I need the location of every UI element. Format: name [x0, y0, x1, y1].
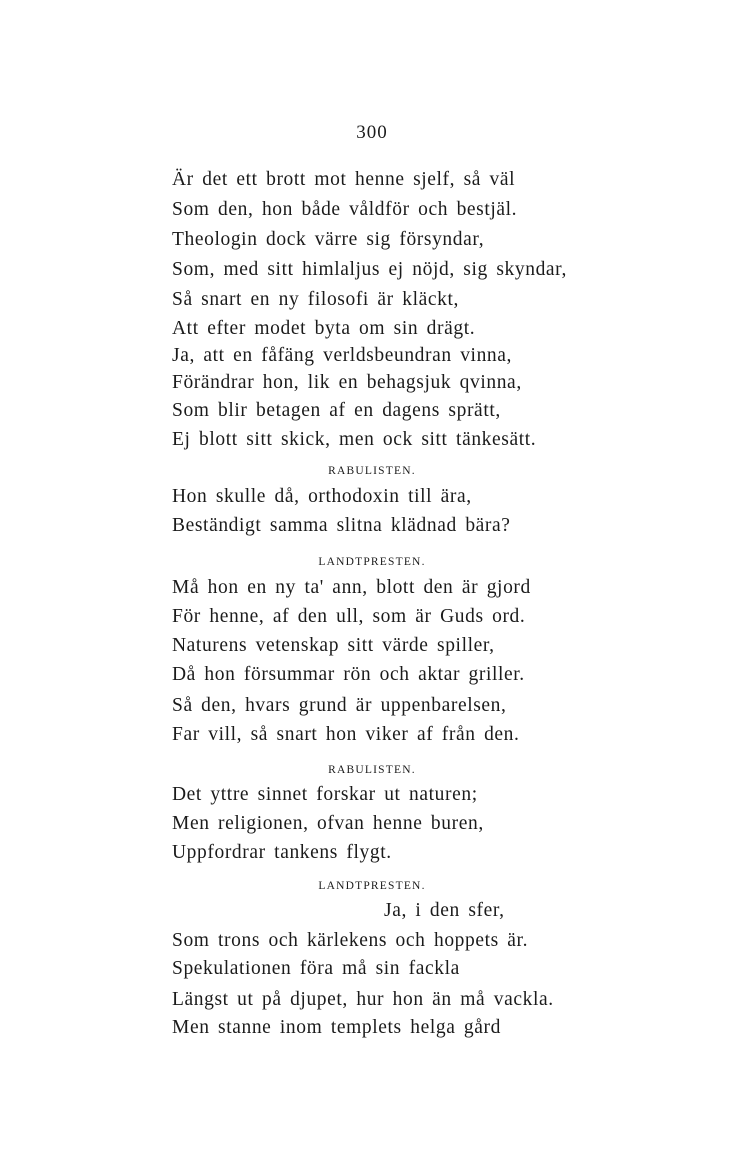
verse-line: Som trons och kärlekens och hoppets är.	[172, 930, 529, 951]
verse-line: Far vill, så snart hon viker af från den.	[172, 724, 520, 745]
verse-line: Som, med sitt himlaljus ej nöjd, sig skyndar,	[172, 259, 567, 280]
verse-line: För henne, af den ull, som är Guds ord.	[172, 606, 526, 627]
verse-line: Beständigt samma slitna klädnad bära?	[172, 515, 511, 536]
verse-line: Förändrar hon, lik en behagsjuk qvinna,	[172, 372, 522, 393]
verse-line: Så den, hvars grund är uppenbarelsen,	[172, 695, 507, 716]
verse-line: Hon skulle då, orthodoxin till ära,	[172, 486, 472, 507]
verse-line: Som blir betagen af en dagens sprätt,	[172, 400, 501, 421]
verse-line: Spekulationen föra må sin fackla	[172, 958, 460, 979]
speaker-heading: RABULISTEN.	[328, 465, 416, 477]
verse-line: Som den, hon både våldför och bestjäl.	[172, 199, 518, 220]
verse-line: Theologin dock värre sig försyndar,	[172, 229, 485, 250]
verse-line: Att efter modet byta om sin drägt.	[172, 318, 476, 339]
verse-line: Må hon en ny ta' ann, blott den är gjord	[172, 577, 531, 598]
verse-line: Är det ett brott mot henne sjelf, så väl	[172, 169, 516, 190]
verse-line: Det yttre sinnet forskar ut naturen;	[172, 784, 478, 805]
verse-line: Naturens vetenskap sitt värde spiller,	[172, 635, 495, 656]
page-number: 300	[356, 122, 388, 143]
verse-line: Ja, att en fåfäng verldsbeundran vinna,	[172, 345, 512, 366]
speaker-heading: RABULISTEN.	[328, 764, 416, 776]
verse-line: Så snart en ny filosofi är kläckt,	[172, 289, 459, 310]
verse-line-indented: Ja, i den sfer,	[384, 900, 505, 921]
speaker-heading: LANDTPRESTEN.	[318, 556, 426, 568]
verse-line: Ej blott sitt skick, men ock sitt tänkesätt.	[172, 429, 537, 450]
verse-line: Uppfordrar tankens flygt.	[172, 842, 392, 863]
verse-line: Längst ut på djupet, hur hon än må vackla.	[172, 989, 554, 1010]
verse-line: Då hon försummar rön och aktar griller.	[172, 664, 525, 685]
verse-line: Men stanne inom templets helga gård	[172, 1017, 501, 1038]
verse-line: Men religionen, ofvan henne buren,	[172, 813, 484, 834]
speaker-heading: LANDTPRESTEN.	[318, 880, 426, 892]
